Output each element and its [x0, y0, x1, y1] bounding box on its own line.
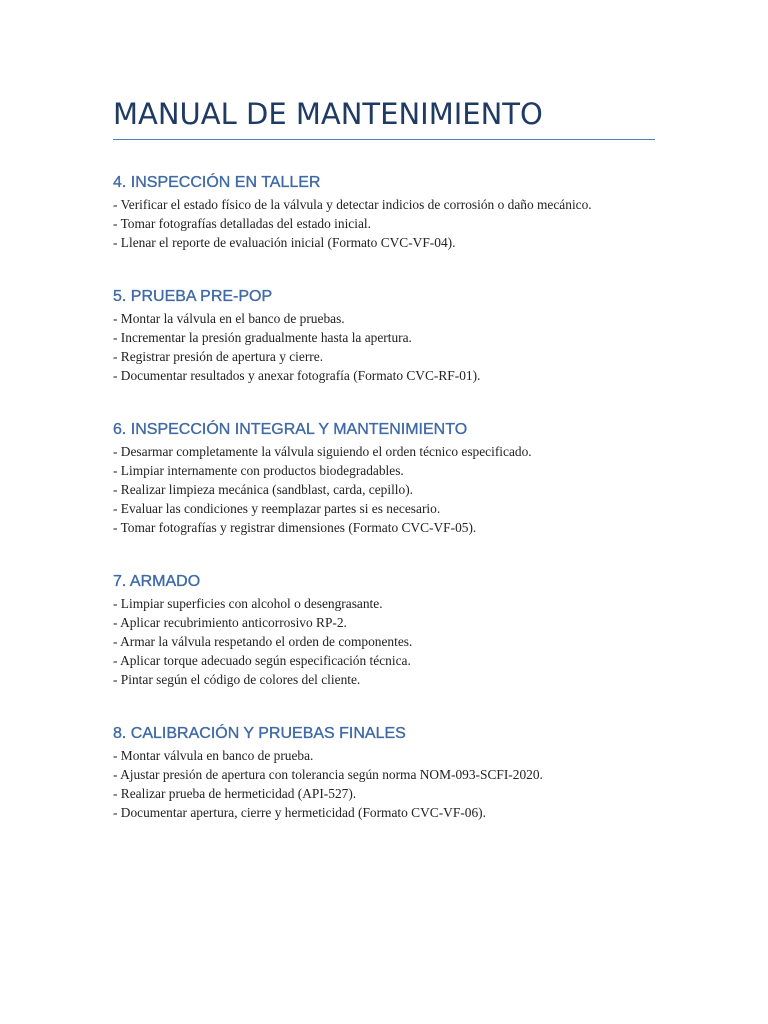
- list-item: - Aplicar torque adecuado según especificación técnica.: [113, 653, 411, 668]
- list-item: - Tomar fotografías detalladas del estado inicial.: [113, 216, 371, 231]
- list-item: - Desarmar completamente la válvula siguiendo el orden técnico especificado.: [113, 444, 532, 459]
- list-item: - Limpiar internamente con productos biodegradables.: [113, 463, 404, 478]
- section-prueba-pre-pop: [113, 287, 673, 385]
- list-item: - Verificar el estado físico de la válvula y detectar indicios de corrosión o daño mecánico.: [113, 197, 592, 212]
- section-heading: 6. INSPECCIÓN INTEGRAL Y MANTENIMIENTO: [113, 421, 468, 438]
- document-title: MANUAL DE MANTENIMIENTO: [113, 97, 543, 131]
- section-list: [113, 309, 673, 385]
- list-item: - Llenar el reporte de evaluación inicial (Formato CVC-VF-04).: [113, 235, 456, 250]
- list-item: - Realizar prueba de hermeticidad (API-527).: [113, 786, 357, 801]
- title-underline: [113, 139, 655, 140]
- list-item: - Documentar resultados y anexar fotografía (Formato CVC-RF-01).: [113, 368, 481, 383]
- section-list: [113, 195, 673, 252]
- section-heading: 7. ARMADO: [113, 573, 201, 590]
- list-item: - Registrar presión de apertura y cierre.: [113, 349, 324, 364]
- list-item: - Limpiar superficies con alcohol o desengrasante.: [113, 596, 383, 611]
- section-list: [113, 746, 673, 822]
- list-item: - Ajustar presión de apertura con tolerancia según norma NOM-093-SCFI-2020.: [113, 767, 543, 782]
- list-item: - Documentar apertura, cierre y hermeticidad (Formato CVC-VF-06).: [113, 805, 486, 820]
- list-item: - Incrementar la presión gradualmente hasta la apertura.: [113, 330, 412, 345]
- list-item: - Pintar según el código de colores del cliente.: [113, 672, 361, 687]
- section-heading: 8. CALIBRACIÓN Y PRUEBAS FINALES: [113, 725, 406, 742]
- section-heading: 4. INSPECCIÓN EN TALLER: [113, 174, 321, 191]
- list-item: - Realizar limpieza mecánica (sandblast, carda, cepillo).: [113, 482, 414, 497]
- list-item: - Montar válvula en banco de prueba.: [113, 748, 314, 763]
- list-item: - Montar la válvula en el banco de pruebas.: [113, 311, 345, 326]
- list-item: - Evaluar las condiciones y reemplazar partes si es necesario.: [113, 501, 441, 516]
- section-calibracion: [113, 724, 673, 822]
- section-heading: 5. PRUEBA PRE-POP: [113, 288, 273, 305]
- section-inspeccion-taller: [113, 173, 673, 252]
- list-item: - Aplicar recubrimiento anticorrosivo RP-2.: [113, 615, 347, 630]
- list-item: - Tomar fotografías y registrar dimensiones (Formato CVC-VF-05).: [113, 520, 477, 535]
- section-inspeccion-integral: [113, 420, 673, 537]
- list-item: - Armar la válvula respetando el orden de componentes.: [113, 634, 413, 649]
- section-list: [113, 594, 673, 689]
- section-list: [113, 442, 673, 537]
- section-armado: [113, 572, 673, 689]
